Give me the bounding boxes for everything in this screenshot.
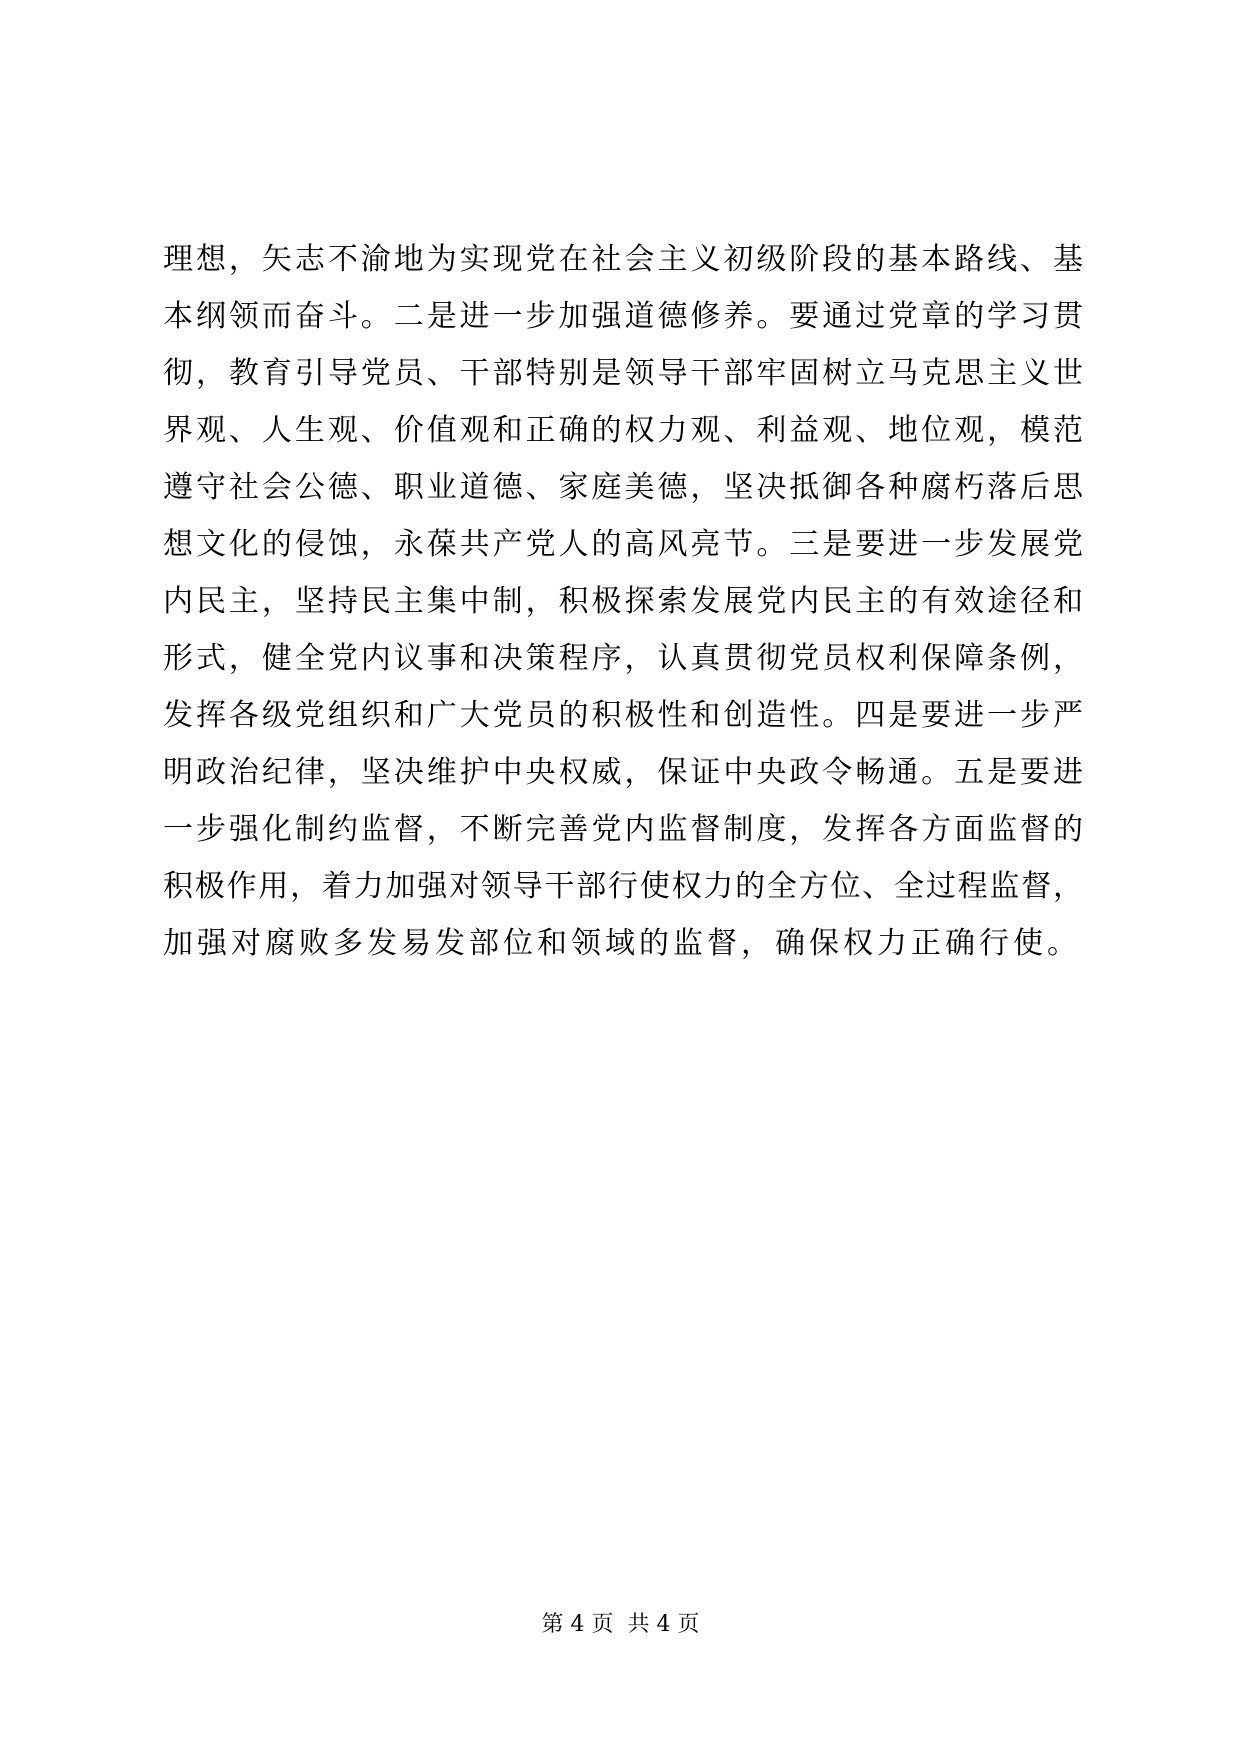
body-text — [163, 231, 1083, 972]
text-line: 一步强化制约监督，不断完善党内监督制度，发挥各方面监督的 — [163, 812, 1083, 847]
text-line: 加强对腐败多发易发部位和领域的监督，确保权力正确行使。 — [163, 926, 1081, 961]
text-line: 界观、人生观、价值观和正确的权力观、利益观、地位观，模范 — [163, 413, 1083, 448]
text-line: 内民主，坚持民主集中制，积极探索发展党内民主的有效途径和 — [163, 584, 1083, 619]
text-line: 想文化的侵蚀，永葆共产党人的高风亮节。三是要进一步发展党 — [163, 527, 1083, 562]
page-number-footer: 第 4 页 共 4 页 — [541, 1612, 700, 1637]
text-line: 发挥各级党组织和广大党员的积极性和创造性。四是要进一步严 — [163, 698, 1083, 733]
text-line: 彻，教育引导党员、干部特别是领导干部牢固树立马克思主义世 — [163, 356, 1083, 391]
text-line: 形式，健全党内议事和决策程序，认真贯彻党员权利保障条例， — [163, 641, 1083, 676]
text-line: 遵守社会公德、职业道德、家庭美德，坚决抵御各种腐朽落后思 — [163, 470, 1083, 505]
text-line: 明政治纪律，坚决维护中央权威，保证中央政令畅通。五是要进 — [163, 755, 1083, 790]
text-line: 本纲领而奋斗。二是进一步加强道德修养。要通过党章的学习贯 — [163, 299, 1083, 334]
text-line: 理想，矢志不渝地为实现党在社会主义初级阶段的基本路线、基 — [163, 242, 1083, 277]
text-line: 积极作用，着力加强对领导干部行使权力的全方位、全过程监督， — [163, 869, 1083, 904]
